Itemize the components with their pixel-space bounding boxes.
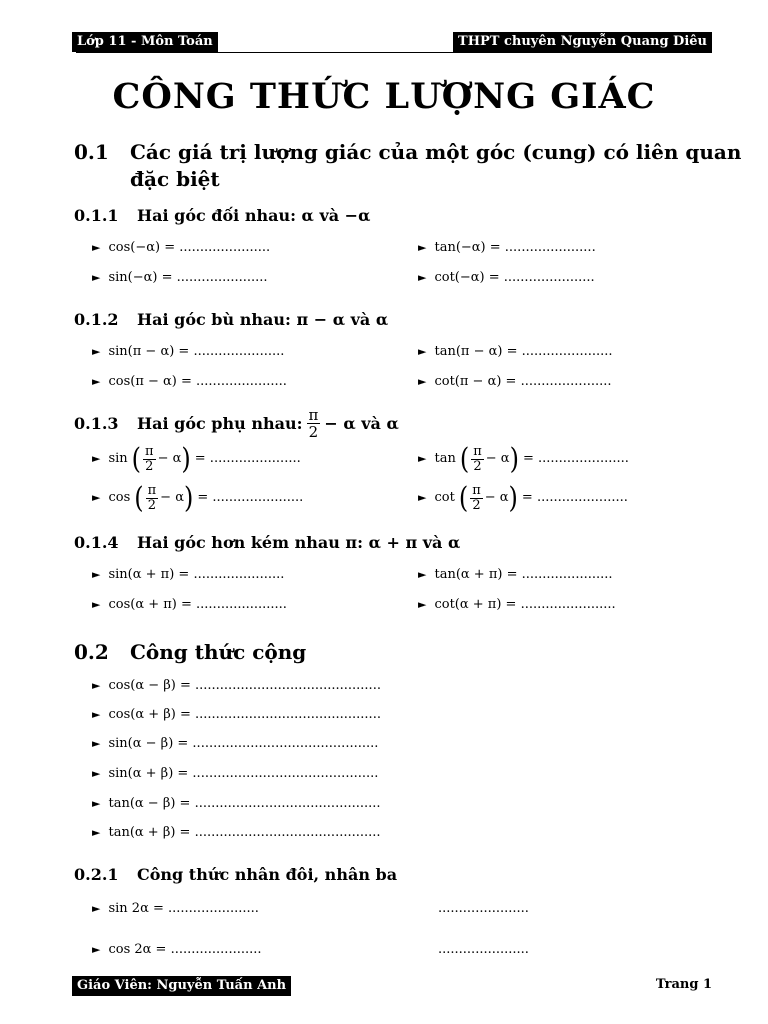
answer-blank: ...................... xyxy=(438,942,529,957)
list-item xyxy=(418,566,613,584)
section-0-2-number: 0.2 xyxy=(74,640,109,664)
list-item xyxy=(92,795,381,813)
bullet-icon: ► xyxy=(92,598,101,611)
function-name: tan xyxy=(434,451,456,466)
list-item xyxy=(92,677,381,695)
subsection-0-2-1-number: 0.2.1 xyxy=(74,865,119,884)
list-item xyxy=(418,596,616,614)
subsection-0-2-1-title: Công thức nhân đôi, nhân ba xyxy=(137,865,398,884)
bullet-icon: ► xyxy=(92,271,101,284)
bullet-icon: ► xyxy=(418,598,427,611)
list-item xyxy=(92,343,284,361)
fraction xyxy=(146,484,159,513)
subsection-0-1-4-number: 0.1.4 xyxy=(74,533,119,552)
subsection-0-1-3-number: 0.1.3 xyxy=(74,414,119,433)
bullet-icon: ► xyxy=(92,375,101,388)
list-item xyxy=(92,373,287,391)
bullet-icon: ► xyxy=(92,568,101,581)
fraction xyxy=(471,445,484,474)
formula-text: sin(π − α) = ...................... xyxy=(108,344,285,359)
fraction-denominator: 2 xyxy=(472,497,481,513)
bullet-icon: ► xyxy=(92,737,101,750)
subsection-label-text: Hai góc phụ nhau: xyxy=(137,413,303,433)
list-item xyxy=(92,239,270,257)
list-item xyxy=(418,239,596,257)
function-name: cot xyxy=(434,490,455,505)
subsection-0-1-1-number: 0.1.1 xyxy=(74,206,119,225)
formula-rhs: = ...................... xyxy=(521,490,628,505)
fraction-numerator: π xyxy=(147,482,157,498)
formula-text: cos(π − α) = ...................... xyxy=(108,374,287,389)
bullet-icon: ► xyxy=(418,568,427,581)
list-item: ► cot ( $\frac{\pi}{2}$ − α ) = ...................... xyxy=(418,481,628,515)
bullet-icon: ► xyxy=(92,826,101,839)
bullet-icon: ► xyxy=(418,345,427,358)
section-0-1-title-line2: đặc biệt xyxy=(130,167,220,191)
footer-page-number: Trang 1 xyxy=(655,977,712,992)
fraction-numerator: π xyxy=(473,443,482,459)
fraction xyxy=(143,445,156,474)
subsection-label-text: − α và α xyxy=(324,413,399,433)
fraction-numerator: π xyxy=(472,482,481,498)
bullet-icon: ► xyxy=(92,708,101,721)
list-item: ► tan ( $\frac{\pi}{2}$ − α ) = ...................... xyxy=(418,442,629,476)
subsection-0-1-2-number: 0.1.2 xyxy=(74,310,119,329)
bullet-icon: ► xyxy=(92,767,101,780)
fraction-denominator: 2 xyxy=(145,458,154,474)
formula-text: tan(−α) = ...................... xyxy=(434,240,596,255)
subsection-0-1-4-title: Hai góc hơn kém nhau π: α + π và α xyxy=(137,533,461,552)
list-item: ► sin ( $\frac{\pi}{2}$ − α ) = ...................... xyxy=(92,442,301,476)
bullet-icon: ► xyxy=(418,491,427,504)
formula-rhs: = ...................... xyxy=(194,451,301,466)
list-item xyxy=(92,765,378,783)
bullet-icon: ► xyxy=(92,679,101,692)
fraction xyxy=(307,407,321,440)
function-name: sin xyxy=(108,451,128,466)
list-item xyxy=(92,824,381,842)
list-item xyxy=(92,706,381,724)
subsection-0-1-1-title: Hai góc đối nhau: α và −α xyxy=(137,206,371,225)
formula-text: cos(α + π) = ...................... xyxy=(108,597,287,612)
bullet-icon: ► xyxy=(92,902,101,915)
header-subject-label: Lớp 11 - Môn Toán xyxy=(72,32,218,52)
list-item xyxy=(418,269,595,287)
bullet-icon: ► xyxy=(418,375,427,388)
bullet-icon: ► xyxy=(418,452,427,465)
section-0-1-title-line1: Các giá trị lượng giác của một góc (cung) có liên quan xyxy=(130,140,742,164)
list-item xyxy=(418,373,612,391)
bullet-icon: ► xyxy=(92,797,101,810)
fraction xyxy=(470,484,483,513)
formula-tail: − α xyxy=(485,451,510,466)
formula-text: cos(α + β) = ............................................. xyxy=(108,707,381,722)
formula-text: cos(−α) = ...................... xyxy=(108,240,271,255)
list-item xyxy=(92,900,259,918)
bullet-icon: ► xyxy=(418,271,427,284)
bullet-icon: ► xyxy=(92,943,101,956)
list-item xyxy=(92,596,287,614)
page-title: CÔNG THỨC LƯỢNG GIÁC xyxy=(112,76,656,117)
section-0-1-number: 0.1 xyxy=(74,140,109,164)
section-0-2-title: Công thức cộng xyxy=(130,640,307,664)
formula-text: sin(α + β) = ............................................. xyxy=(108,766,379,781)
formula-text: cos(α − β) = ............................................. xyxy=(108,678,381,693)
subsection-0-1-2-title: Hai góc bù nhau: π − α và α xyxy=(137,310,389,329)
formula-tail: − α xyxy=(160,490,184,505)
list-item xyxy=(92,735,378,753)
formula-text: cot(π − α) = ...................... xyxy=(434,374,612,389)
formula-text: cot(−α) = ...................... xyxy=(434,270,595,285)
formula-text: tan(π − α) = ...................... xyxy=(434,344,613,359)
list-item xyxy=(92,269,268,287)
footer-teacher-label: Giáo Viên: Nguyễn Tuấn Anh xyxy=(72,976,291,996)
function-name: cos xyxy=(108,490,131,505)
formula-text: sin(α − β) = ............................................. xyxy=(108,736,379,751)
bullet-icon: ► xyxy=(92,491,101,504)
fraction-denominator: 2 xyxy=(473,458,482,474)
bullet-icon: ► xyxy=(92,452,101,465)
formula-text: sin(α + π) = ...................... xyxy=(108,567,285,582)
formula-text: cot(α + π) = ....................... xyxy=(434,597,616,612)
formula-text: tan(α + π) = ...................... xyxy=(434,567,613,582)
formula-text: sin(−α) = ...................... xyxy=(108,270,268,285)
header-divider xyxy=(76,52,712,53)
bullet-icon: ► xyxy=(92,345,101,358)
formula-text: tan(α − β) = ............................................. xyxy=(108,796,381,811)
formula-text: cos 2α = ...................... xyxy=(108,942,262,957)
subsection-0-1-3-title xyxy=(137,403,399,443)
formula-text: tan(α + β) = ............................................. xyxy=(108,825,381,840)
list-item xyxy=(92,941,262,959)
list-item: ► cos ( $\frac{\pi}{2}$ − α ) = ...................... xyxy=(92,481,304,515)
answer-blank: ...................... xyxy=(438,901,529,916)
formula-rhs: = ...................... xyxy=(522,451,629,466)
fraction-denominator: 2 xyxy=(308,422,319,441)
formula-text: sin 2α = ...................... xyxy=(108,901,259,916)
fraction-denominator: 2 xyxy=(147,497,157,513)
header-school-label: THPT chuyên Nguyễn Quang Diêu xyxy=(453,32,712,52)
formula-tail: − α xyxy=(484,490,509,505)
list-item xyxy=(92,566,284,584)
formula-tail: − α xyxy=(157,451,182,466)
bullet-icon: ► xyxy=(92,241,101,254)
formula-rhs: = ...................... xyxy=(197,490,304,505)
fraction-numerator: π xyxy=(145,443,154,459)
fraction-numerator: π xyxy=(308,405,319,424)
bullet-icon: ► xyxy=(418,241,427,254)
list-item xyxy=(418,343,613,361)
